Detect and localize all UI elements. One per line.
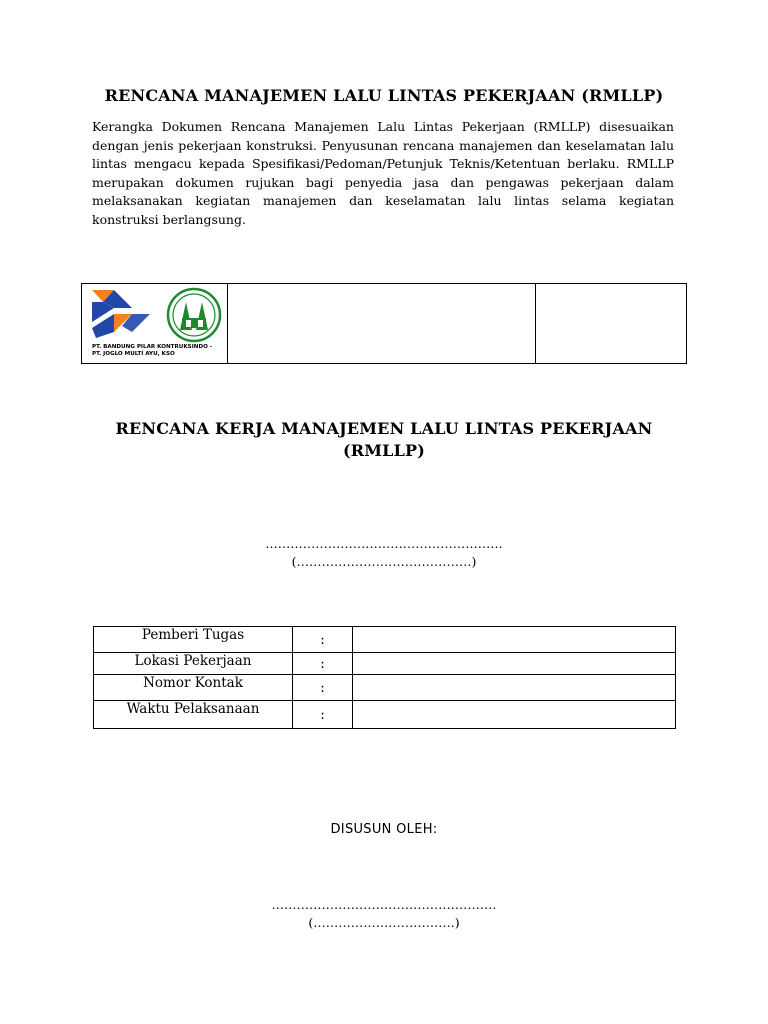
cover-title-line-2: (RMLLP) — [342, 441, 426, 460]
signature-placeholder — [0, 896, 768, 932]
row-value — [353, 701, 676, 729]
company-logo-icon — [82, 284, 228, 344]
row-colon: : — [293, 653, 353, 675]
logo-cell — [82, 284, 228, 364]
info-table — [93, 626, 676, 729]
row-colon: : — [293, 675, 353, 701]
table-row — [94, 675, 676, 701]
project-name-placeholder: ………………………………………………… — [265, 536, 503, 551]
row-label: Pemberi Tugas — [94, 627, 293, 653]
row-colon: : — [293, 701, 353, 729]
table-row — [94, 653, 676, 675]
cover-title — [60, 418, 708, 462]
signature-name-placeholder: ……………………………………………… — [271, 897, 497, 912]
document-title: RENCANA MANAJEMEN LALU LINTAS PEKERJAAN (RMLLP) — [104, 86, 664, 105]
row-value — [353, 653, 676, 675]
header-right-cell — [536, 284, 687, 364]
table-row — [94, 627, 676, 653]
company-line-2: PT. JOGLO MULTI AYU, KSO — [92, 351, 175, 357]
intro-paragraph: Kerangka Dokumen Rencana Manajemen Lalu Lintas Pekerjaan (RMLLP) disesuaikan dengan jenis pekerjaan konstruksi. Penyusunan rencana manajemen dan keselamatan lalu lintas mengacu kepada Spesifikasi/Pedoman/Petunjuk Teknis/Ketentuan berlaku. RMLLP merupakan dokumen rujukan bagi penyedia jasa dan pengawas pekerjaan dalam melaksanakan kegiatan manajemen dan keselamatan lalu lintas selama kegiatan konstruksi berlangsung. — [92, 119, 674, 227]
row-label: Waktu Pelaksanaan — [94, 701, 293, 729]
header-box — [81, 283, 687, 364]
company-name — [92, 344, 212, 358]
project-placeholder — [0, 535, 768, 571]
project-paren-placeholder: (……………………………………) — [291, 554, 477, 569]
header-middle-cell — [228, 284, 536, 364]
row-label: Lokasi Pekerjaan — [94, 653, 293, 675]
company-line-1: PT. BANDUNG PILAR KONTRUKSINDO - — [92, 344, 213, 350]
row-colon: : — [293, 627, 353, 653]
prepared-by-label: DISUSUN OLEH: — [330, 822, 438, 837]
table-row — [94, 701, 676, 729]
row-label: Nomor Kontak — [94, 675, 293, 701]
signature-paren-placeholder: (…………………………….) — [308, 915, 460, 930]
row-value — [353, 675, 676, 701]
cover-title-line-1: RENCANA KERJA MANAJEMEN LALU LINTAS PEKERJAAN — [115, 419, 653, 438]
row-value — [353, 627, 676, 653]
